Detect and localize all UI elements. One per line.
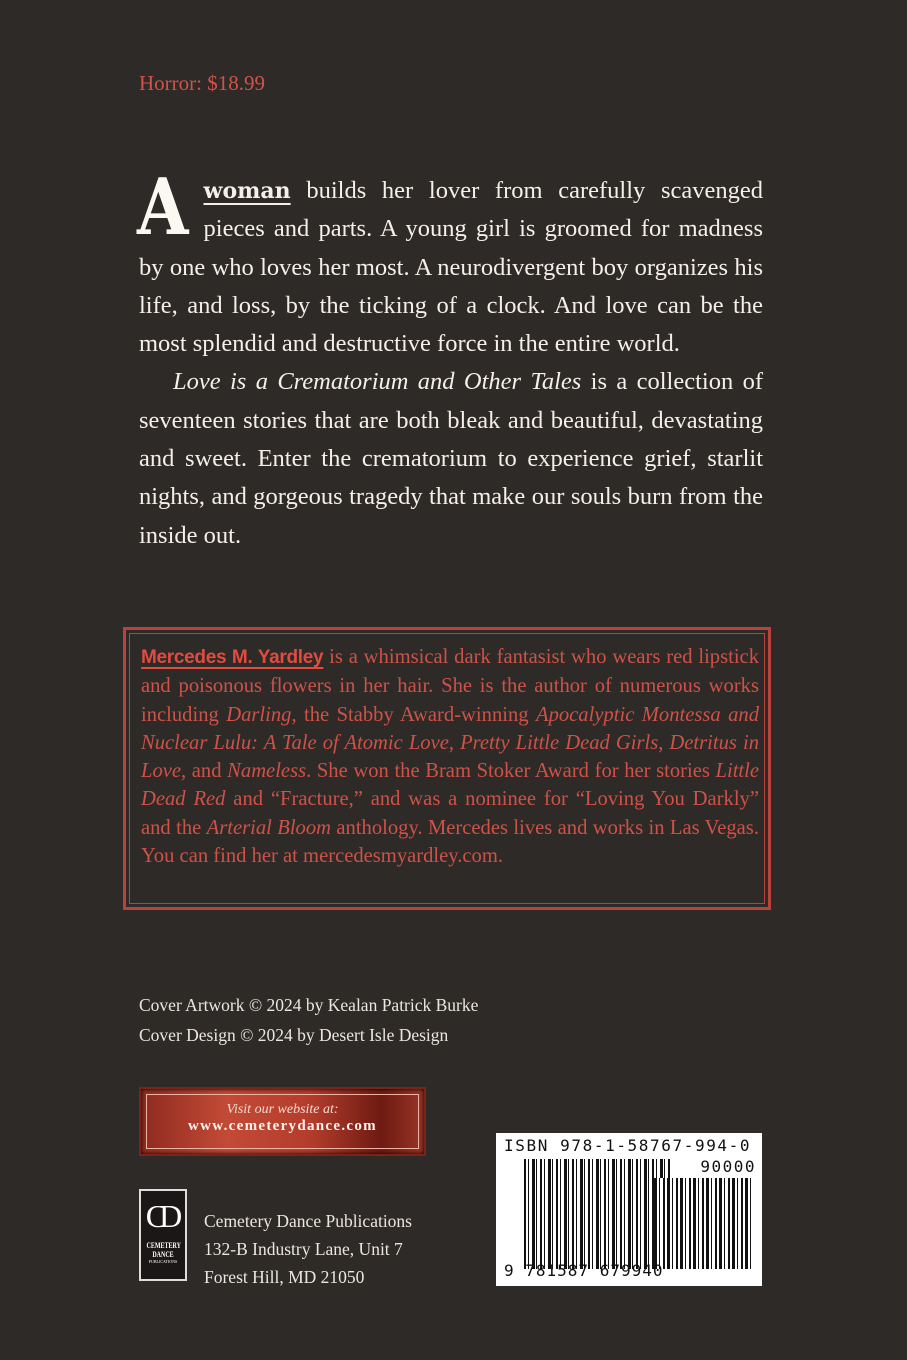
logo-line-1: CEMETERY [146, 1241, 181, 1250]
lead-word: woman [203, 178, 291, 204]
website-banner[interactable] [139, 1087, 426, 1156]
bio-work-title: Detritus in Love [141, 731, 759, 783]
logo-initials: CD [145, 1198, 175, 1234]
bio-text: , and [181, 760, 228, 783]
website-label: Visit our website at: [226, 1102, 339, 1117]
bio-text: , the Stabby Award-winning [291, 703, 536, 726]
website-url[interactable]: www.cemeterydance.com [188, 1118, 377, 1134]
bio-text: , [448, 731, 461, 754]
blurb-paragraph-1 [137, 162, 763, 363]
logo-line-3: PUBLICATIONS [148, 1259, 178, 1264]
barcode-bars-main [524, 1159, 672, 1269]
book-title: Love is a Crematorium and Other Tales [173, 368, 582, 396]
address-line-2: Forest Hill, MD 21050 [204, 1267, 365, 1287]
address-line-1: 132-B Industry Lane, Unit 7 [204, 1239, 403, 1259]
isbn-number: ISBN 978-1-58767-994-0 [504, 1136, 752, 1155]
bio-work-title: Little Dead Red [141, 760, 759, 811]
publisher-name: Cemetery Dance Publications [204, 1211, 412, 1231]
isbn-barcode [496, 1133, 762, 1286]
author-name: Mercedes M. Yardley [141, 647, 324, 668]
author-bio [141, 643, 759, 870]
drop-cap: A [137, 162, 189, 253]
bio-text: anthology. Mercedes lives and works in Las Vegas. You can find her at mercedesmyardley.com. [141, 816, 759, 868]
ean-digits: 9 781587 679940 [504, 1261, 664, 1280]
blurb-text: builds her lover from carefully scavenged pieces and parts. A young girl is groomed for madness by one who loves her most. A neurodivergent boy organizes his life, and loss, by the ticking of a clock. And love can be the most splendid and destructive force in the entire world. [139, 177, 763, 358]
price-addon-code: 90000 [700, 1157, 756, 1176]
publisher-logo [139, 1189, 187, 1281]
price-label: Horror: $18.99 [139, 71, 265, 95]
bio-work-title: Darling [226, 703, 292, 726]
logo-line-2: DANCE [152, 1250, 174, 1259]
bio-text: . She won the Bram Stoker Award for her stories [306, 760, 716, 783]
bio-work-title: Pretty Little Dead Girls [460, 731, 659, 754]
bio-work-title: Nameless [227, 760, 307, 783]
bio-work-title: Arterial Bloom [206, 816, 332, 839]
artwork-credit: Cover Artwork © 2024 by Kealan Patrick Burke [139, 995, 479, 1015]
blurb-text: is a collection of seventeen stories that are both bleak and beautiful, devastating and sweet. Enter the crematorium to experience grief, starlit nights, and gorgeous tragedy that make our souls burn from the inside out. [139, 368, 763, 549]
publisher-address [204, 1207, 412, 1291]
bio-text: is a whimsical dark fantasist who wears red lipstick and poisonous flowers in her hair. She is the author of numerous works including [141, 646, 759, 726]
cover-credits [139, 990, 478, 1050]
barcode-bars-addon [654, 1178, 752, 1269]
book-blurb [137, 162, 763, 555]
bio-text: and “Fracture,” and was a nominee for “Loving You Darkly” and the [141, 788, 759, 839]
blurb-paragraph-2 [139, 363, 763, 554]
design-credit: Cover Design © 2024 by Desert Isle Design [139, 1025, 449, 1045]
bio-work-title: Apocalyptic Montessa and Nuclear Lulu: A Tale of Atomic Love [141, 703, 759, 754]
bio-text: , [658, 731, 670, 754]
